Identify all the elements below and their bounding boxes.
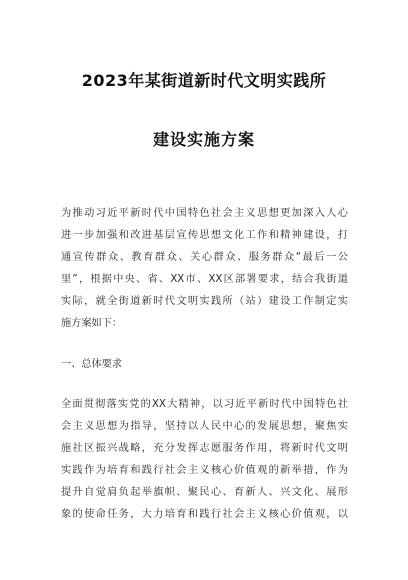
document-title-line2: 建设实施方案 (152, 130, 255, 149)
section1-line: 会主义思想为指导，坚持以人民中心的发展思想，聚焦实 (61, 421, 348, 432)
section1-line: 提升自觉肩负起举旗帜、聚民心、育新人、兴文化、展形 (61, 487, 348, 498)
intro-line: 实际，就全街道新时代文明实践所（站）建设工作制定实 (61, 296, 348, 307)
intro-line: 为推动习近平新时代中国特色社会主义思想更加深入人心 (61, 208, 348, 219)
section1-line: 象的使命任务，大力培育和践行社会主义核心价值观，以 (61, 509, 348, 520)
section1-line: 实践作为培育和践行社会主义核心价值观的新举措，作为 (61, 465, 348, 476)
intro-line: 进一步加强和改进基层宣传思想文化工作和精神建设，打 (61, 230, 348, 241)
intro-paragraph (61, 203, 348, 335)
intro-line: 施方案如下： (61, 318, 123, 329)
section1-paragraph (61, 394, 348, 526)
section1-line: 施社区振兴战略，充分发挥志愿服务作用，将新时代文明 (61, 443, 348, 454)
section1-line: 全面贯彻落实党的XX大精神，以习近平新时代中国特色社 (61, 399, 348, 410)
document-title-line1: 2023年某街道新时代文明实践所 (81, 71, 327, 90)
section-heading-general-requirements: 一、总体要求 (61, 359, 123, 370)
intro-line: 通宣传群众、教育群众、关心群众、服务群众“最后一公 (61, 252, 348, 263)
intro-line: 里”，根据中央、省、XX市、XX区部署要求，结合我街道 (61, 274, 348, 285)
